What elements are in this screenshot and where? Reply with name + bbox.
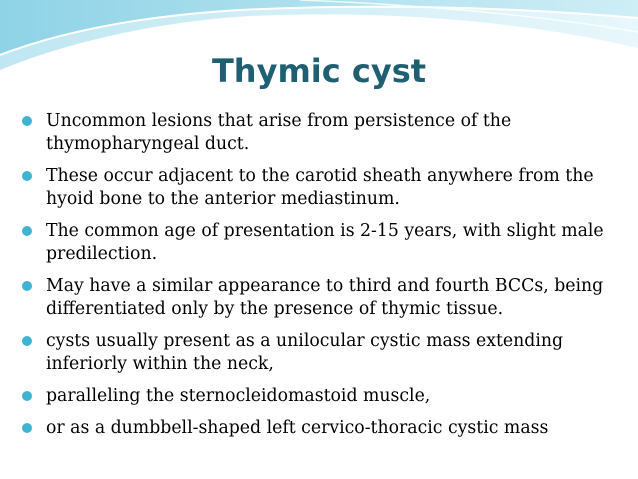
slide-title: Thymic cyst — [211, 52, 427, 90]
bullet-dot-icon — [22, 226, 32, 236]
bullet-text: These occur adjacent to the carotid sheath anywhere from the hyoid bone to the anterior mediastinum. — [46, 166, 594, 209]
bullet-dot-icon — [22, 116, 32, 126]
bullet-text: Uncommon lesions that arise from persistence of the thymopharyngeal duct. — [46, 111, 512, 154]
bullet-text: or as a dumbbell-shaped left cervico-thoracic cystic mass — [46, 418, 549, 438]
bullet-item — [20, 165, 620, 211]
bullet-item — [20, 330, 620, 376]
bullet-list — [20, 110, 620, 449]
bullet-dot-icon — [22, 336, 32, 346]
bullet-item — [20, 417, 620, 440]
bullet-text: cysts usually present as a unilocular cystic mass extending inferiorly within the neck, — [46, 331, 564, 374]
bullet-text: paralleling the sternocleidomastoid muscle, — [46, 386, 431, 406]
bullet-item — [20, 220, 620, 266]
bullet-dot-icon — [22, 391, 32, 401]
bullet-text: May have a similar appearance to third and fourth BCCs, being differentiated only by the presence of thymic tissue. — [46, 276, 604, 319]
bullet-dot-icon — [22, 423, 32, 433]
bullet-dot-icon — [22, 171, 32, 181]
bullet-text: The common age of presentation is 2-15 years, with slight male predilection. — [46, 221, 604, 264]
bullet-item — [20, 110, 620, 156]
bullet-item — [20, 275, 620, 321]
bullet-dot-icon — [22, 281, 32, 291]
bullet-item — [20, 385, 620, 408]
